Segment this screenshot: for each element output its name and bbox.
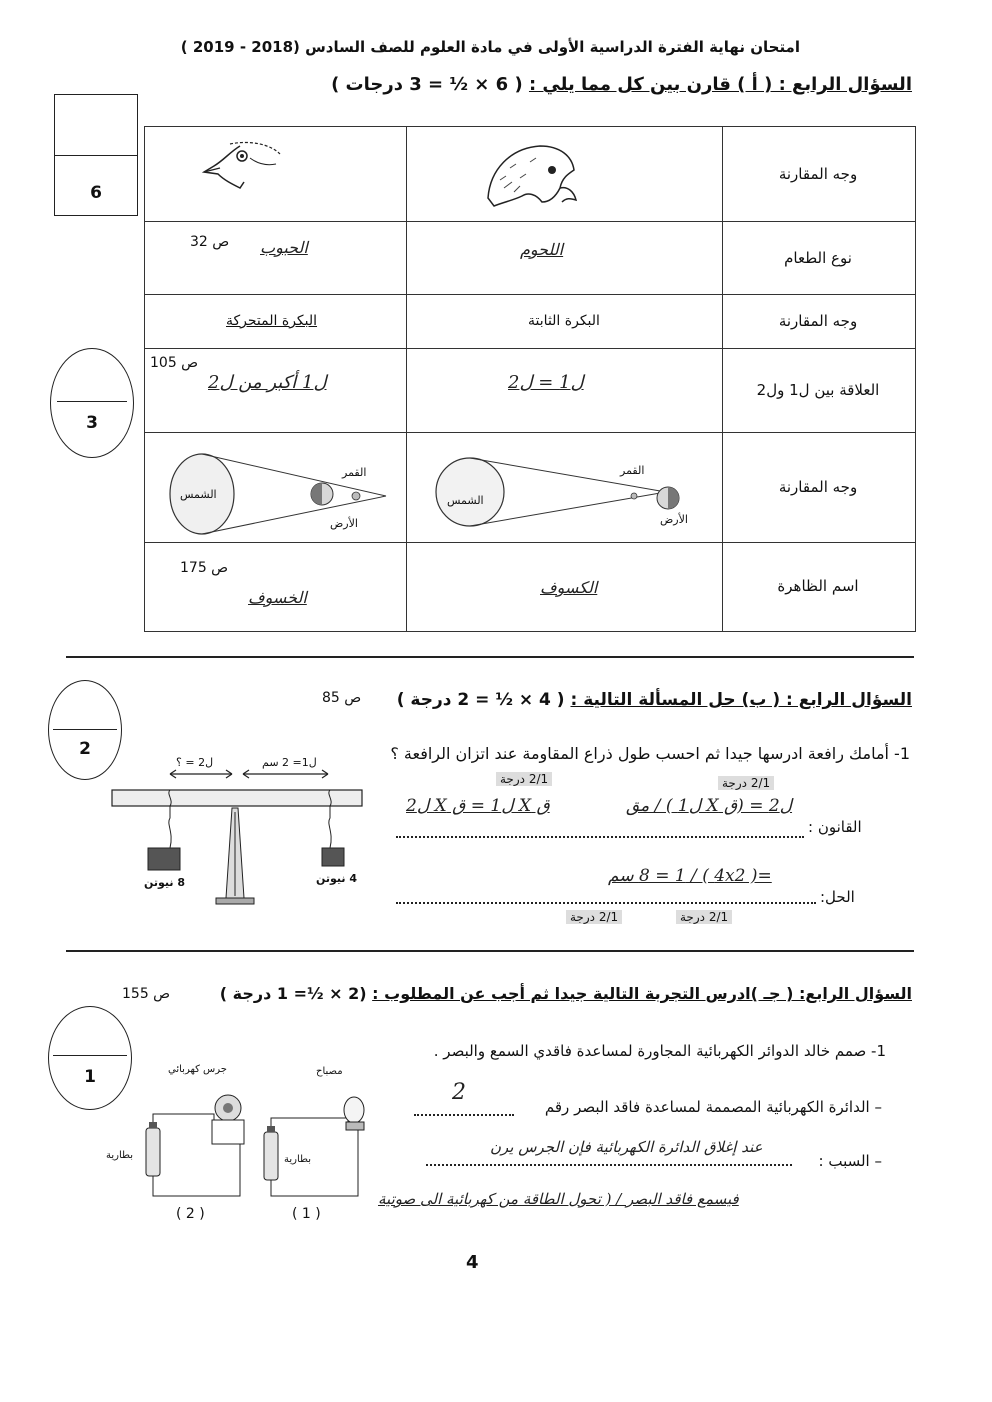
q4a-marks: ( 6 × ½ = 3 درجات )	[331, 74, 523, 95]
circuit-number-2: ( 2 )	[176, 1206, 205, 1222]
q4c-line2-dots	[426, 1164, 792, 1166]
seed-bird-head-icon	[200, 138, 290, 198]
q4c-line1-label: – الدائرة الكهربائية المصممة لمساعدة فاقد البصر رقم	[544, 1098, 882, 1116]
lever-l2-label: ل2 = ؟	[176, 756, 214, 769]
solution-answer-line	[396, 902, 816, 904]
bell-label: جرس كهربائي	[168, 1064, 227, 1075]
q4b-title: السؤال الرابع : ( ب) حل المسألة التالية : ( 4 × ½ = 2 درجة )	[396, 690, 912, 710]
row2-label: نوع الطعام	[784, 248, 852, 267]
law-formula-1: ل2 = (ق X ل1 ) / مق	[626, 796, 793, 816]
solar-sun-label: الشمس	[447, 494, 484, 507]
lamp-label: مصباح	[316, 1066, 343, 1077]
page-number: 4	[466, 1252, 479, 1273]
score-oval-2: 2	[48, 680, 122, 780]
law-formula-2: ق X ل1 = ق X ل2	[406, 796, 550, 816]
score-oval-3: 3	[50, 348, 134, 458]
row2-left-answer: الحبوب	[260, 238, 308, 257]
score-box-6: 6	[54, 94, 138, 216]
grade-tag-2: 2/1 درجة	[718, 776, 774, 790]
grade-tag-1: 2/1 درجة	[496, 772, 552, 786]
row6-page-ref: ص 175	[180, 560, 229, 576]
q4c-marks: (2 × ½= 1 درجة )	[219, 984, 367, 1003]
solar-moon-label: القمر	[620, 464, 645, 477]
eagle-head-icon	[480, 140, 580, 212]
row2-mid-answer: اللحوم	[520, 240, 564, 259]
lunar-moon-label: القمر	[342, 466, 367, 479]
q4c-line1-answer: 2	[452, 1080, 466, 1105]
q4c-page-ref: ص 155	[122, 986, 171, 1002]
row3-label: وجه المقارنة	[778, 312, 858, 330]
circuit-diagram	[136, 1070, 386, 1200]
q4c-title: السؤال الرابع: ( جـ )ادرس التجربة التالية جيدا ثم أجب عن المطلوب : (2 × ½= 1 درجة )	[219, 984, 912, 1003]
row1-label: وجه المقارنة	[778, 164, 858, 183]
q4c-line2-label: – السبب :	[818, 1152, 882, 1170]
section-divider-1	[66, 656, 914, 658]
row5-label: وجه المقارنة	[778, 478, 858, 496]
score-oval-1: 1	[48, 1006, 132, 1110]
q4c-line1-dots	[414, 1114, 514, 1116]
row4-left-answer: ل1 أكبر من ل2	[208, 372, 327, 393]
q4c-line3-answer: فيسمع فاقد البصر / ( تحول الطاقة من كهربائية الى صوتية	[378, 1190, 739, 1208]
lever-left-weight: 8 نيوتن	[144, 876, 186, 889]
exam-header: امتحان نهاية الفترة الدراسية الأولى في مادة العلوم للصف السادس (2018 - 2019 )	[180, 38, 800, 56]
q4b-question: 1- أمامك رافعة ادرسها جيدا ثم احسب طول ذراع المقاومة عند اتزان الرافعة ؟	[390, 744, 910, 763]
row3-mid: البكرة الثابتة	[528, 313, 600, 329]
row4-label: العلاقة بين ل1 ول2	[756, 381, 880, 399]
circuit-number-1: ( 1 )	[292, 1206, 321, 1222]
battery-label-1: بطارية	[106, 1150, 134, 1161]
lunar-earth-label: الأرض	[330, 517, 358, 530]
solution-value: =( 4x2 ) / 8 = 1 سم	[608, 866, 772, 886]
q4b-page-ref: ص 85	[322, 690, 362, 706]
grade-tag-3: 2/1 درجة	[566, 910, 622, 924]
battery-label-2: بطارية	[284, 1154, 312, 1165]
law-label: القانون :	[808, 818, 862, 836]
solution-label: الحل:	[820, 888, 855, 906]
lever-l1-label: ل1= 2 سم	[262, 756, 317, 769]
section-divider-2	[66, 950, 914, 952]
q4c-intro: 1- صمم خالد الدوائر الكهربائية المجاورة لمساعدة فاقدي السمع والبصر .	[433, 1042, 886, 1060]
q4c-line2-answer: عند إغلاق الدائرة الكهربائية فإن الجرس يرن	[490, 1138, 763, 1156]
law-answer-line	[396, 836, 804, 838]
lunar-sun-label: الشمس	[180, 488, 217, 501]
row3-left: البكرة المتحركة	[226, 313, 318, 329]
q4a-title: السؤال الرابع : ( أ ) قارن بين كل مما يلي : ( 6 × ½ = 3 درجات )	[331, 74, 912, 95]
solar-earth-label: الأرض	[660, 513, 688, 526]
lever-right-weight: 4 نيوتن	[316, 872, 358, 885]
row6-left-answer: الخسوف	[248, 588, 307, 607]
row4-page-ref: ص 105	[150, 355, 199, 371]
q4b-marks: ( 4 × ½ = 2 درجة )	[396, 690, 565, 710]
row4-mid-answer: ل1 = ل2	[508, 372, 584, 393]
row6-mid-answer: الكسوف	[540, 578, 598, 597]
grade-tag-4: 2/1 درجة	[676, 910, 732, 924]
row6-label: اسم الظاهرة	[777, 577, 859, 595]
row2-page-ref: ص 32	[190, 234, 230, 250]
